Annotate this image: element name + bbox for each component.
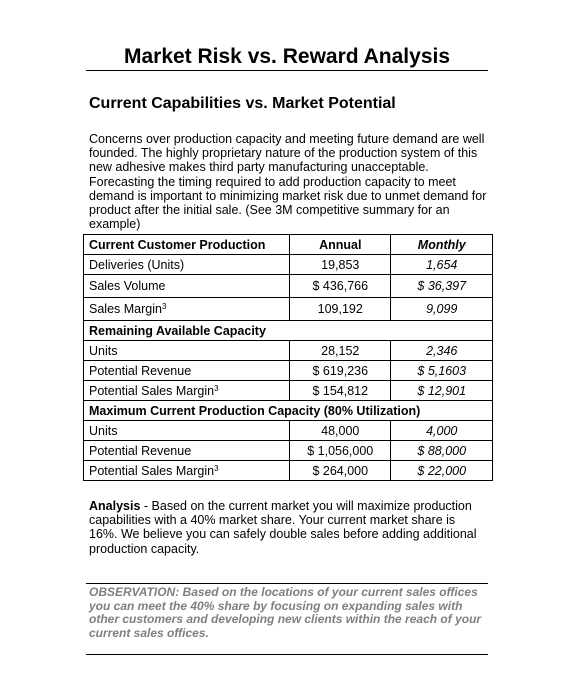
annual-value: 109,192: [290, 298, 391, 321]
header-monthly: Monthly: [391, 235, 493, 255]
table-row: [84, 461, 493, 481]
monthly-value: 9,099: [391, 298, 493, 321]
table-row: [84, 381, 493, 401]
annual-value: $ 154,812: [290, 381, 391, 401]
row-label: Potential Revenue: [89, 443, 192, 458]
intro-paragraph: Concerns over production capacity and meeting future demand are well founded. The highly proprietary nature of the production system of this new adhesive makes third party manufacturing unacceptable. Forecasting the timing required to add production capacity to meet demand is important to minimizing market risk due to unmet demand for product after the initial sale. (See 3M competitive summary for an example): [89, 132, 487, 232]
footnote-marker: 3: [214, 383, 219, 393]
capacity-table: [83, 234, 493, 481]
footnote-marker: 3: [214, 463, 219, 473]
monthly-value: $ 12,901: [391, 381, 493, 401]
row-label: Sales Volume: [89, 279, 166, 293]
monthly-value: $ 88,000: [391, 441, 493, 461]
analysis-paragraph: [89, 499, 484, 556]
row-label: Sales Margin: [89, 302, 162, 316]
section-heading-remaining: Remaining Available Capacity: [84, 321, 493, 341]
analysis-text: - Based on the current market you will maximize production capabilities with a 40% market share. Your current market share is 16%. We believe you can safely double sales before adding additional production capacity.: [89, 499, 477, 556]
header-label: Current Customer Production: [84, 235, 290, 255]
header-annual: Annual: [290, 235, 391, 255]
table-row: [84, 255, 493, 275]
row-label: Deliveries (Units): [89, 257, 185, 272]
document-title: Market Risk vs. Reward Analysis: [123, 45, 451, 68]
title-divider: [86, 70, 488, 71]
annual-value: 19,853: [290, 255, 391, 275]
table-row: [84, 341, 493, 361]
section-row: [84, 401, 493, 421]
observation-top-rule: [86, 583, 488, 584]
monthly-value: $ 36,397: [391, 275, 493, 298]
row-label: Potential Revenue: [89, 363, 192, 378]
observation-callout: OBSERVATION: Based on the locations of your current sales offices you can meet the 40% share by focusing on expanding sales with other customers and developing new clients within the reach of your current sales offices.: [89, 585, 482, 640]
section-row: [84, 321, 493, 341]
monthly-value: 2,346: [391, 341, 493, 361]
footnote-marker: 3: [161, 302, 167, 311]
row-label: Potential Sales Margin: [89, 463, 215, 478]
table-row: [84, 298, 493, 321]
table-row: [84, 421, 493, 441]
table-header-row: [84, 235, 493, 255]
monthly-value: 4,000: [391, 421, 493, 441]
table-row: [84, 441, 493, 461]
annual-value: $ 436,766: [290, 275, 391, 298]
table-row: [84, 361, 493, 381]
section-heading-maximum: Maximum Current Production Capacity (80% Utilization): [84, 401, 493, 421]
monthly-value: 1,654: [391, 255, 493, 275]
monthly-value: $ 5,1603: [391, 361, 493, 381]
observation-bottom-rule: [86, 654, 488, 655]
annual-value: $ 619,236: [290, 361, 391, 381]
row-label: Units: [89, 423, 118, 438]
table-row: [84, 275, 493, 298]
row-label: Units: [89, 343, 118, 358]
annual-value: 28,152: [290, 341, 391, 361]
monthly-value: $ 22,000: [391, 461, 493, 481]
annual-value: 48,000: [290, 421, 391, 441]
row-label: Potential Sales Margin: [89, 383, 215, 398]
section-heading: Current Capabilities vs. Market Potential: [89, 95, 396, 112]
annual-value: $ 1,056,000: [290, 441, 391, 461]
annual-value: $ 264,000: [290, 461, 391, 481]
analysis-label: Analysis: [89, 499, 141, 513]
